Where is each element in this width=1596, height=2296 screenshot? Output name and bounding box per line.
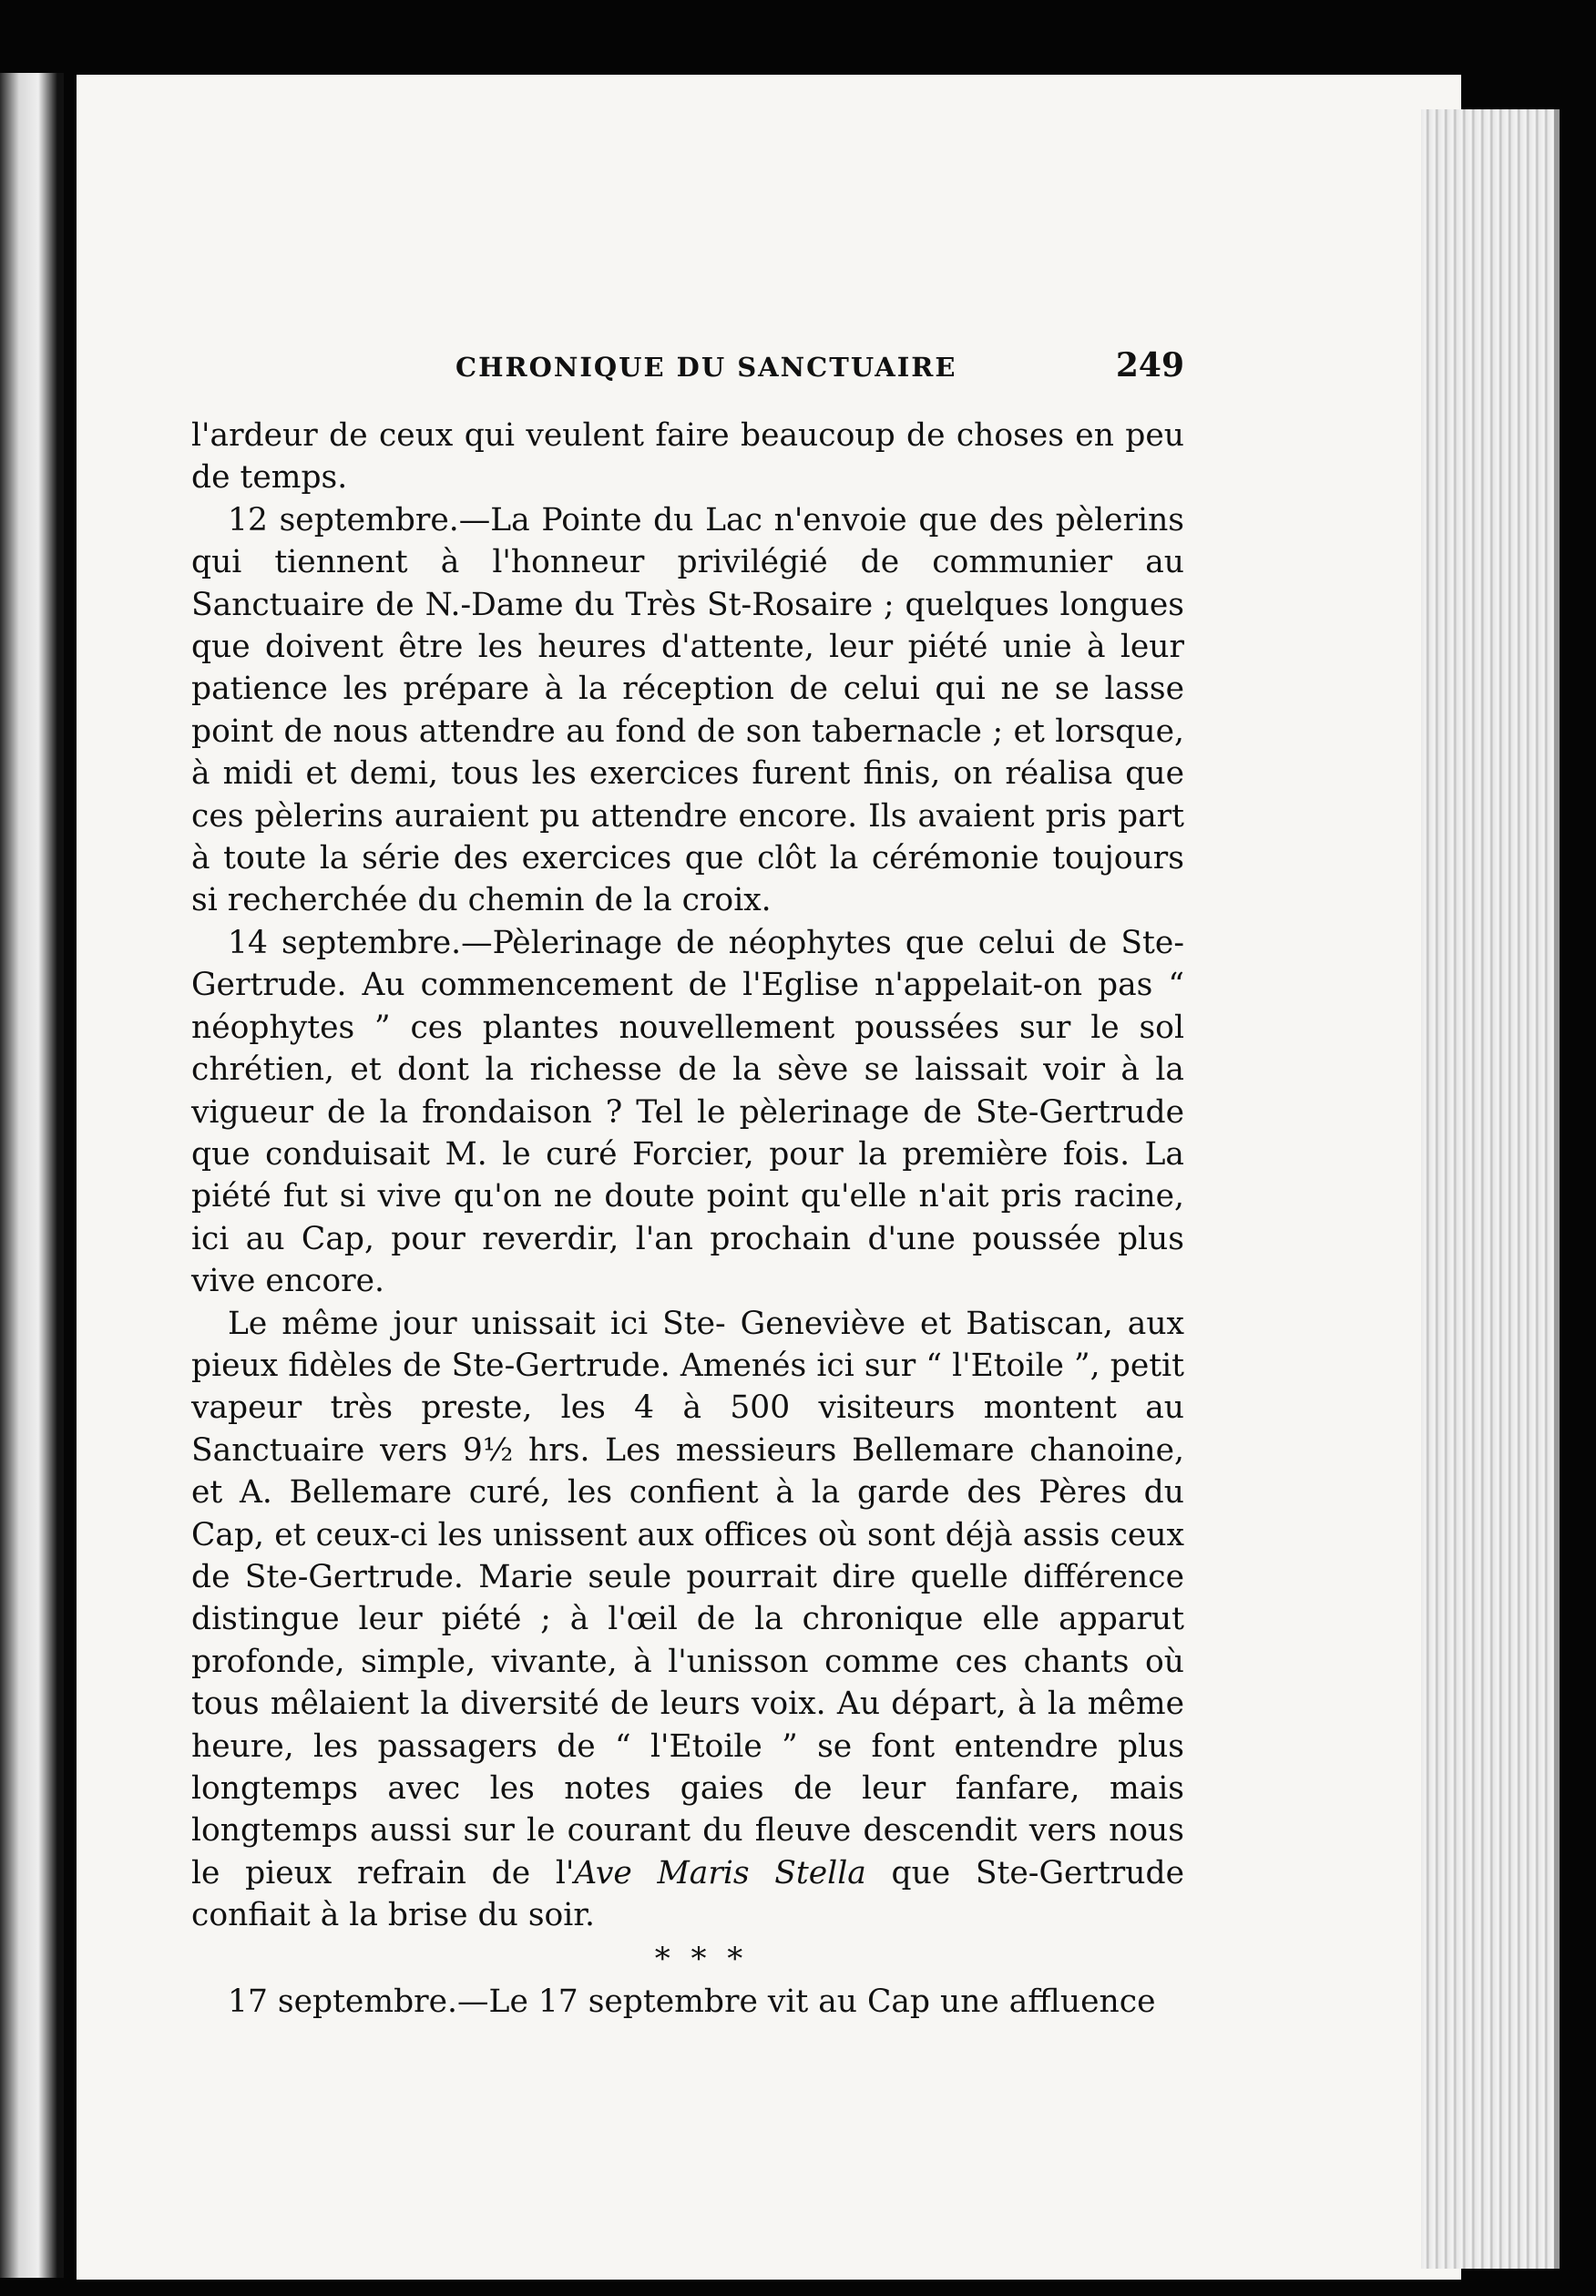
paragraph: 12 septembre.—La Pointe du Lac n'envoie que des pèlerins qui tiennent à l'honneur privilégié de communier au Sanctuaire de N.-Dame du Très St-Rosaire ; quelques longues que doivent être les heures d'attente, leur piété unie à leur patience les prépare à la réception de celui qui ne se lasse point de nous attendre au fond de son tabernacle ; et lorsque, à midi et demi, tous les exercices furent finis, on réalisa que ces pèlerins auraient pu attendre encore. Ils avaient pris part à toute la série des exercices que clôt la cérémonie toujours si recherchée du chemin de la croix. — [191, 501, 1184, 919]
paragraph — [191, 1303, 1184, 1937]
paragraph-text: Le même jour unissait ici Ste- Geneviève et Batiscan, aux pieux fidèles de Ste-Gertrude. Amenés ici sur “ l'Etoile ”, petit vapeur très preste, les 4 à 500 visiteurs montent au Sanctuaire vers 9½ hrs. Les messieurs Bellemare chanoine, et A. Bellemare curé, les confient à la garde des Pères du Cap, et ceux-ci les unissent aux offices où sont déjà assis ceux de Ste-Gertrude. Marie seule pourrait dire quelle différence distingue leur piété ; à l'œil de la chronique elle apparut profonde, simple, vivante, à l'unisson comme ces chants où tous mêlaient la diversité de leurs voix. Au départ, à la même heure, les passagers de “ l'Etoile ” se font entendre plus longtemps avec les notes gaies de leur fanfare, mais longtemps aussi sur le courant du fleuve descendit vers nous le pieux refrain de l' — [191, 1305, 1184, 1891]
page-header — [191, 346, 1184, 401]
running-title: CHRONIQUE DU SANCTUAIRE — [455, 352, 957, 383]
paragraph: l'ardeur de ceux qui veulent faire beaucoup de choses en peu de temps. — [191, 417, 1184, 497]
page-number: 249 — [1115, 346, 1184, 384]
paragraph: 14 septembre.—Pèlerinage de néophytes que celui de Ste-Gertrude. Au commencement de l'Eglise n'appelait-on pas “ néophytes ” ces plantes nouvellement poussées sur le sol chrétien, et dont la richesse de la sève se laissait voir à la vigueur de la frondaison ? Tel le pèlerinage de Ste-Gertrude que conduisait M. le curé Forcier, pour la première fois. La piété fut si vive qu'on ne doute point qu'elle n'ait pris racine, ici au Cap, pour reverdir, l'an prochain d'une poussée plus vive encore. — [191, 924, 1184, 1300]
section-separator: * * * — [654, 1940, 749, 1977]
book-spine-left — [0, 73, 64, 2278]
page-edges — [1421, 109, 1560, 2269]
body-text — [191, 415, 1184, 2023]
paragraph-text: que Ste-Gertrude confiait à la brise du soir. — [191, 1854, 1184, 1934]
paragraph-last-line: 17 septembre.—Le 17 septembre vit au Cap une affluence — [228, 1983, 1156, 2020]
italic-title: Ave Maris Stella — [574, 1854, 866, 1891]
